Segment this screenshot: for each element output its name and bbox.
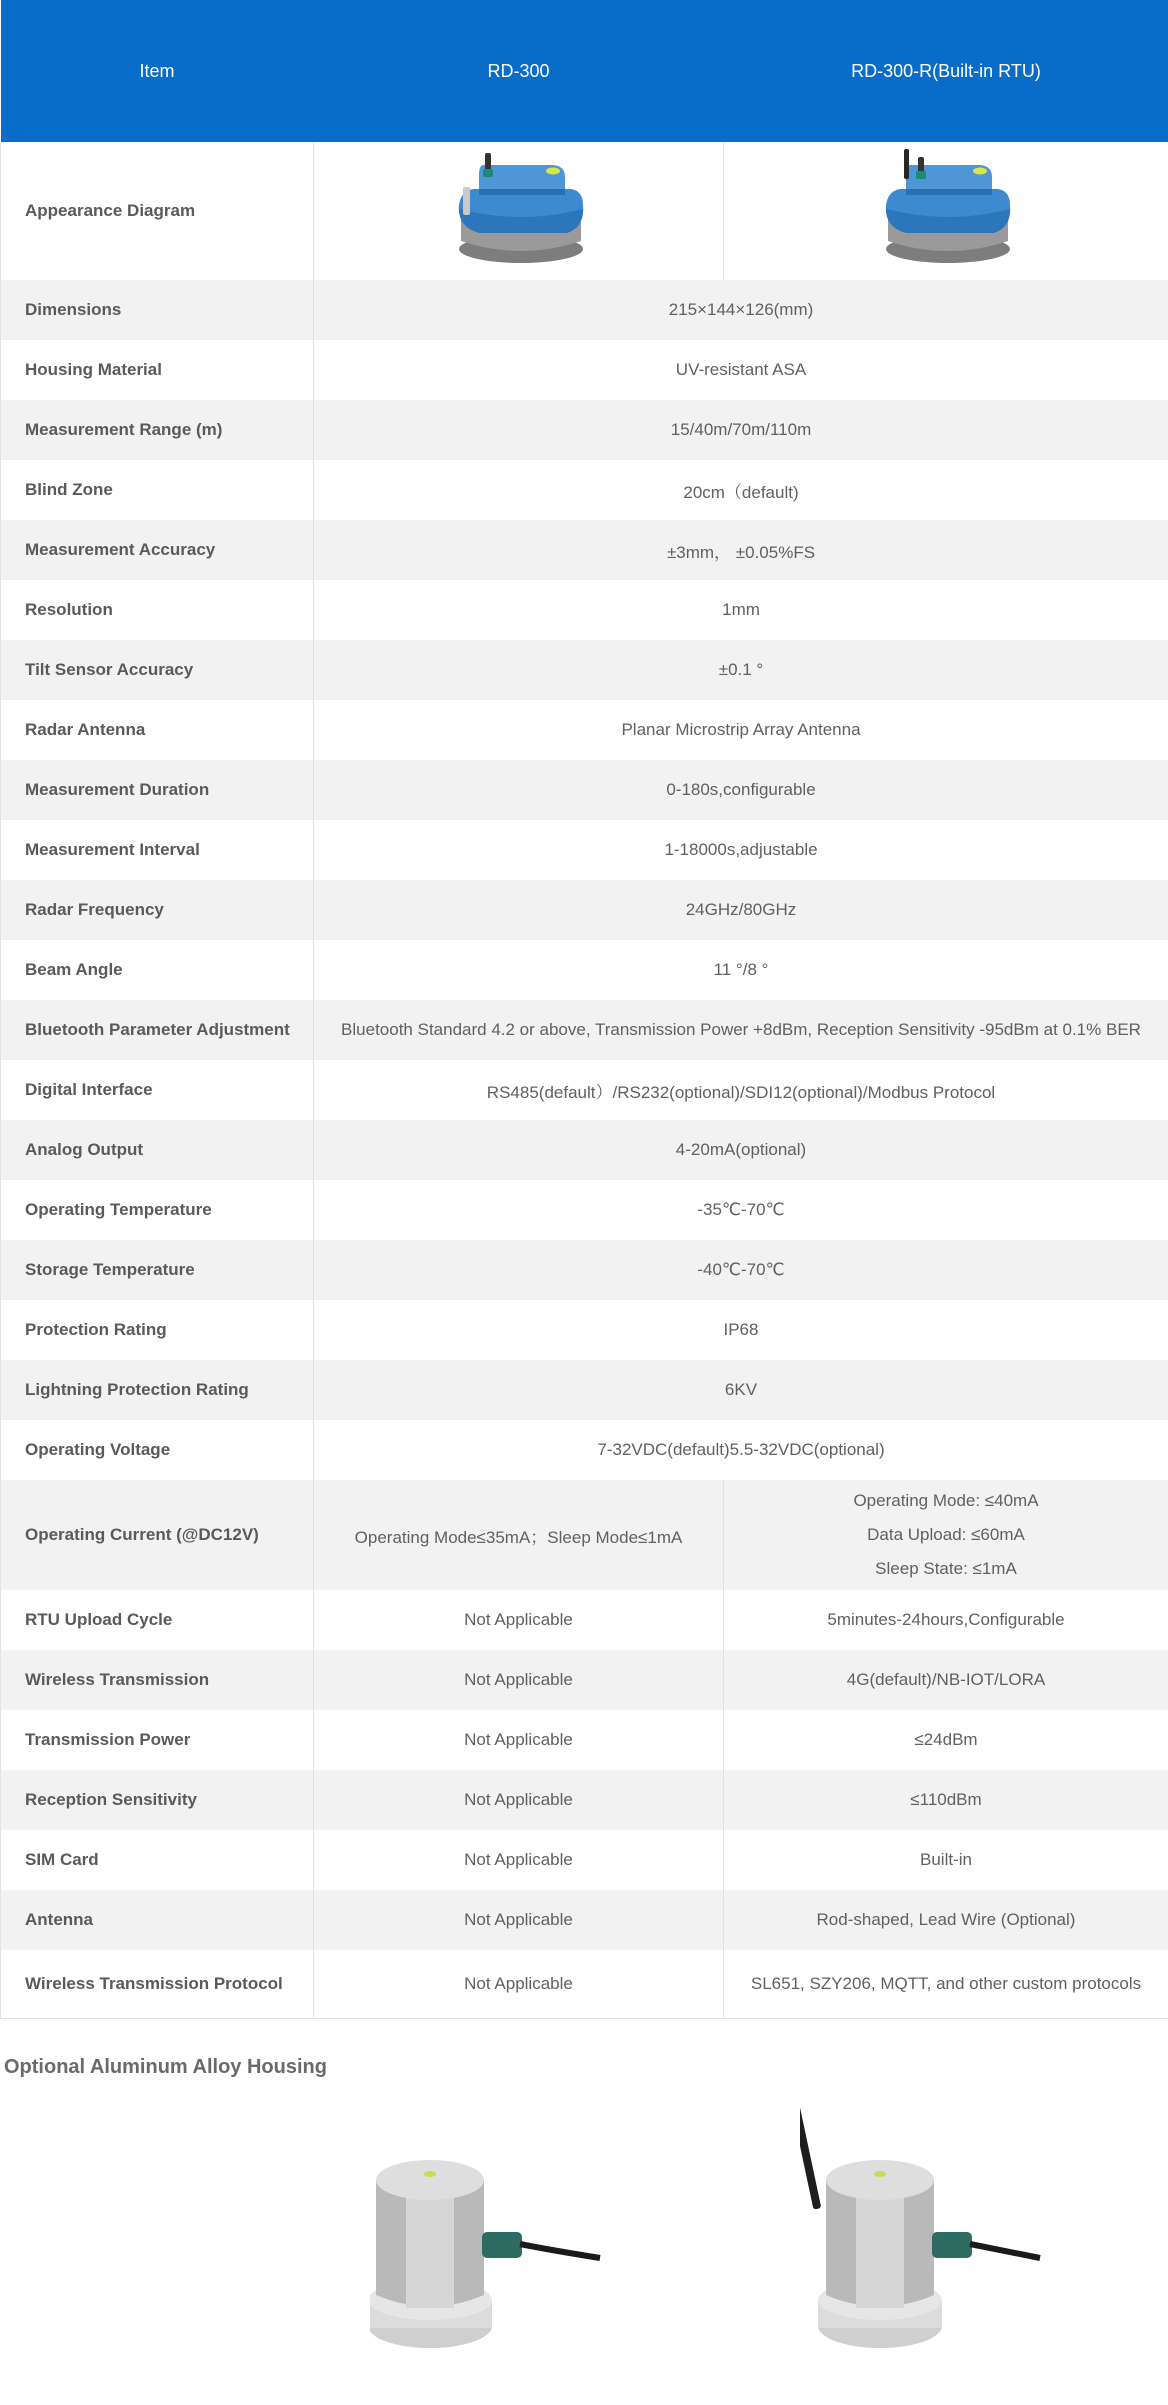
rd300r-value: SL651, SZY206, MQTT, and other custom protocols: [724, 1950, 1168, 2018]
current-line: Data Upload: ≤60mA: [867, 1525, 1025, 1544]
appearance-label: Appearance Diagram: [1, 142, 314, 280]
row-label: Operating Current (@DC12V): [1, 1480, 314, 1590]
row-value: 11 °/8 °: [314, 940, 1168, 1000]
table-row: [1, 520, 1168, 580]
row-value: 6KV: [314, 1360, 1168, 1420]
row-label: Reception Sensitivity: [1, 1770, 314, 1830]
rd300-value: Not Applicable: [314, 1950, 724, 2018]
table-row: [1, 1650, 1168, 1710]
row-label: Operating Temperature: [1, 1180, 314, 1240]
rd300r-value: 5minutes-24hours,Configurable: [724, 1590, 1168, 1650]
header-row: [1, 0, 1168, 142]
row-label: Analog Output: [1, 1120, 314, 1180]
row-value: -35℃-70℃: [314, 1180, 1168, 1240]
row-value: Planar Microstrip Array Antenna: [314, 700, 1168, 760]
table-row: [1, 1300, 1168, 1360]
row-label: Operating Voltage: [1, 1420, 314, 1480]
row-label: Dimensions: [1, 280, 314, 340]
appearance-row: [1, 142, 1168, 280]
row-value: ±0.1 °: [314, 640, 1168, 700]
row-label: Transmission Power: [1, 1710, 314, 1770]
row-value: 1mm: [314, 580, 1168, 640]
table-row: [1, 580, 1168, 640]
table-row: [1, 280, 1168, 340]
row-value: 15/40m/70m/110m: [314, 400, 1168, 460]
housing-image-rd300: [370, 2140, 610, 2370]
table-row: [1, 460, 1168, 520]
rd300-value: Not Applicable: [314, 1710, 724, 1770]
rd300-value: Operating Mode≤35mA；Sleep Mode≤1mA: [314, 1480, 724, 1590]
table-row: [1, 1710, 1168, 1770]
section-title: Optional Aluminum Alloy Housing: [4, 2056, 327, 2078]
row-value: 24GHz/80GHz: [314, 880, 1168, 940]
rd300-value: Not Applicable: [314, 1770, 724, 1830]
row-label: Blind Zone: [1, 460, 314, 520]
table-row: [1, 820, 1168, 880]
rd300r-value: 4G(default)/NB-IOT/LORA: [724, 1650, 1168, 1710]
rd300-value: Not Applicable: [314, 1830, 724, 1890]
header-rd300r: RD-300-R(Built-in RTU): [724, 0, 1168, 142]
row-label: Wireless Transmission Protocol: [1, 1950, 314, 2018]
row-label: Protection Rating: [1, 1300, 314, 1360]
row-value: ±3mm， ±0.05%FS: [314, 520, 1168, 580]
table-row: [1, 1120, 1168, 1180]
rd300r-value: ≤24dBm: [724, 1710, 1168, 1770]
rd300r-device-image: [876, 149, 1016, 269]
table-row: [1, 1590, 1168, 1650]
table-row: [1, 940, 1168, 1000]
table-row: [1, 1950, 1168, 2018]
row-label: Measurement Duration: [1, 760, 314, 820]
table-row: [1, 1240, 1168, 1300]
row-label: Measurement Accuracy: [1, 520, 314, 580]
row-value: 215×144×126(mm): [314, 280, 1168, 340]
row-value: 0-180s,configurable: [314, 760, 1168, 820]
row-label: Beam Angle: [1, 940, 314, 1000]
rd300-value: Not Applicable: [314, 1590, 724, 1650]
table-row: [1, 640, 1168, 700]
rd300r-image-cell: [724, 142, 1168, 280]
row-label: Radar Frequency: [1, 880, 314, 940]
row-label: RTU Upload Cycle: [1, 1590, 314, 1650]
row-label: Measurement Range (m): [1, 400, 314, 460]
rd300-device-image: [449, 149, 589, 269]
row-value: 1-18000s,adjustable: [314, 820, 1168, 880]
row-label: Storage Temperature: [1, 1240, 314, 1300]
current-line: Operating Mode: ≤40mA: [853, 1491, 1039, 1510]
row-value: RS485(default）/RS232(optional)/SDI12(optional)/Modbus Protocol: [314, 1060, 1168, 1120]
row-value: IP68: [314, 1300, 1168, 1360]
table-row: [1, 1060, 1168, 1120]
row-value: UV-resistant ASA: [314, 340, 1168, 400]
row-label: Digital Interface: [1, 1060, 314, 1120]
table-row: [1, 340, 1168, 400]
row-label: Wireless Transmission: [1, 1650, 314, 1710]
table-row: [1, 1420, 1168, 1480]
rd300r-value: ≤110dBm: [724, 1770, 1168, 1830]
row-value: 20cm（default): [314, 460, 1168, 520]
table-row: [1, 700, 1168, 760]
table-row: [1, 1000, 1168, 1060]
row-value: 4-20mA(optional): [314, 1120, 1168, 1180]
header-item: Item: [1, 0, 314, 142]
table-row: [1, 1890, 1168, 1950]
row-label: Measurement Interval: [1, 820, 314, 880]
row-label: Bluetooth Parameter Adjustment: [1, 1000, 314, 1060]
row-value: 7-32VDC(default)5.5-32VDC(optional): [314, 1420, 1168, 1480]
rd300-image-cell: [314, 142, 724, 280]
table-row: [1, 1770, 1168, 1830]
row-label: Housing Material: [1, 340, 314, 400]
row-value: -40℃-70℃: [314, 1240, 1168, 1300]
row-value: Bluetooth Standard 4.2 or above, Transmission Power +8dBm, Reception Sensitivity -95dBm at 0.1% BER: [314, 1000, 1168, 1060]
rd300-value: Not Applicable: [314, 1890, 724, 1950]
row-label: Resolution: [1, 580, 314, 640]
row-label: Lightning Protection Rating: [1, 1360, 314, 1420]
housing-image-rd300r: [800, 2100, 1060, 2370]
rd300r-value: [724, 1480, 1168, 1590]
rd300r-value: Rod-shaped, Lead Wire (Optional): [724, 1890, 1168, 1950]
row-label: SIM Card: [1, 1830, 314, 1890]
table-row: [1, 1180, 1168, 1240]
table-row: [1, 1360, 1168, 1420]
header-rd300: RD-300: [314, 0, 724, 142]
table-row: [1, 760, 1168, 820]
row-label: Antenna: [1, 1890, 314, 1950]
row-label: Radar Antenna: [1, 700, 314, 760]
rd300r-value: Built-in: [724, 1830, 1168, 1890]
table-row: [1, 400, 1168, 460]
table-row: [1, 1480, 1168, 1590]
row-label: Tilt Sensor Accuracy: [1, 640, 314, 700]
table-row: [1, 1830, 1168, 1890]
table-row: [1, 880, 1168, 940]
rd300-value: Not Applicable: [314, 1650, 724, 1710]
current-line: Sleep State: ≤1mA: [875, 1559, 1017, 1578]
